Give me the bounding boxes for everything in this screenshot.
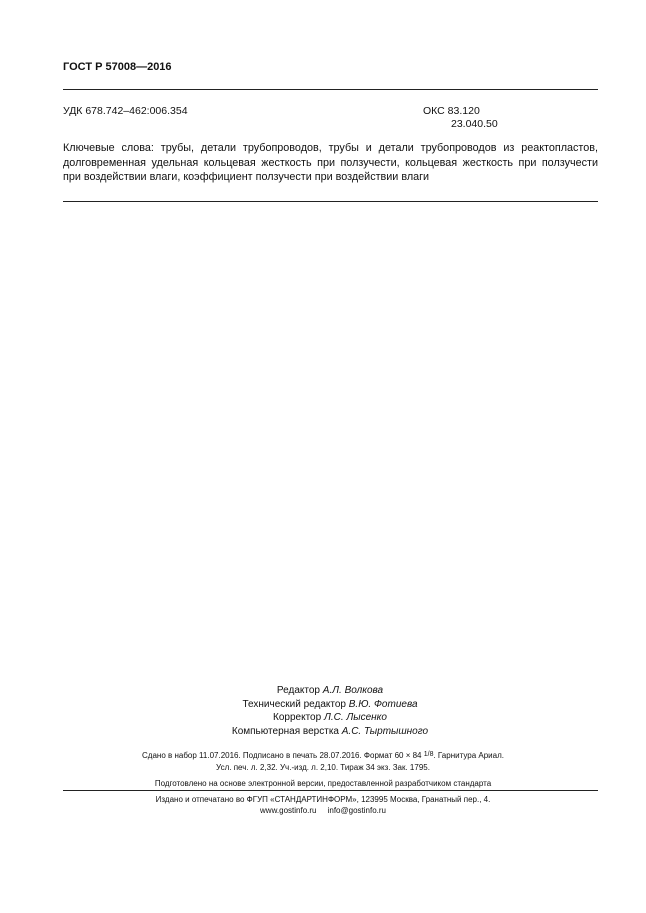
credit-person: А.С. Тыртышного (341, 725, 429, 737)
credit-tech-editor (200, 698, 460, 712)
publisher-line: Издано и отпечатано во ФГУП «СТАНДАРТИНФОРМ», 123995 Москва, Гранатный пер., 4. (155, 795, 491, 804)
keywords-line: долговременная удельная кольцевая жесткость при ползучести, кольцевая жесткость при ползучести (63, 156, 598, 169)
credit-proofreader (200, 711, 460, 725)
keywords-line: при воздействии влаги, коэффициент ползучести при воздействии влаги (63, 171, 430, 183)
website-link[interactable]: www.gostinfo.ru (260, 806, 317, 815)
imprint-format: Сдано в набор 11.07.2016. Подписано в печать 28.07.2016. Формат 60 × 84 (142, 751, 422, 760)
keywords-paragraph (63, 141, 598, 185)
oks-code-secondary: 23.040.50 (451, 118, 498, 130)
credit-role: Корректор (273, 712, 322, 723)
credit-editor (200, 684, 460, 698)
contacts-line (100, 806, 546, 815)
standard-number: ГОСТ Р 57008—2016 (63, 61, 172, 73)
credit-role: Технический редактор (242, 698, 346, 710)
credit-layout (200, 725, 460, 739)
credit-person: А.Л. Волкова (322, 685, 384, 696)
imprint-source-note: Подготовлено на основе электронной версии, предоставленной разработчиком стандарта (154, 779, 492, 788)
imprint-line (100, 751, 546, 760)
credit-person: В.Ю. Фотиева (348, 698, 418, 710)
keywords-line: Ключевые слова: трубы, детали трубопроводов, трубы и детали трубопроводов из реактопластов, (63, 142, 598, 154)
format-fraction: 1/8 (423, 751, 434, 758)
keywords-divider (63, 201, 598, 202)
imprint-font: . Гарнитура Ариал. (433, 751, 504, 760)
imprint-line: Усл. печ. л. 2,32. Уч.-изд. л. 2,10. Тираж 34 экз. Зак. 1795. (216, 763, 430, 772)
credits-block (200, 684, 460, 738)
credit-person: Л.С. Лысенко (323, 712, 387, 723)
udk-code: УДК 678.742–462:006.354 (63, 105, 188, 117)
header-divider (63, 89, 598, 90)
imprint-divider (63, 790, 598, 791)
email-link[interactable]: info@gostinfo.ru (327, 806, 386, 815)
credit-role: Редактор (276, 685, 320, 696)
oks-code-primary: ОКС 83.120 (423, 105, 480, 117)
credit-role: Компьютерная верстка (231, 725, 339, 737)
